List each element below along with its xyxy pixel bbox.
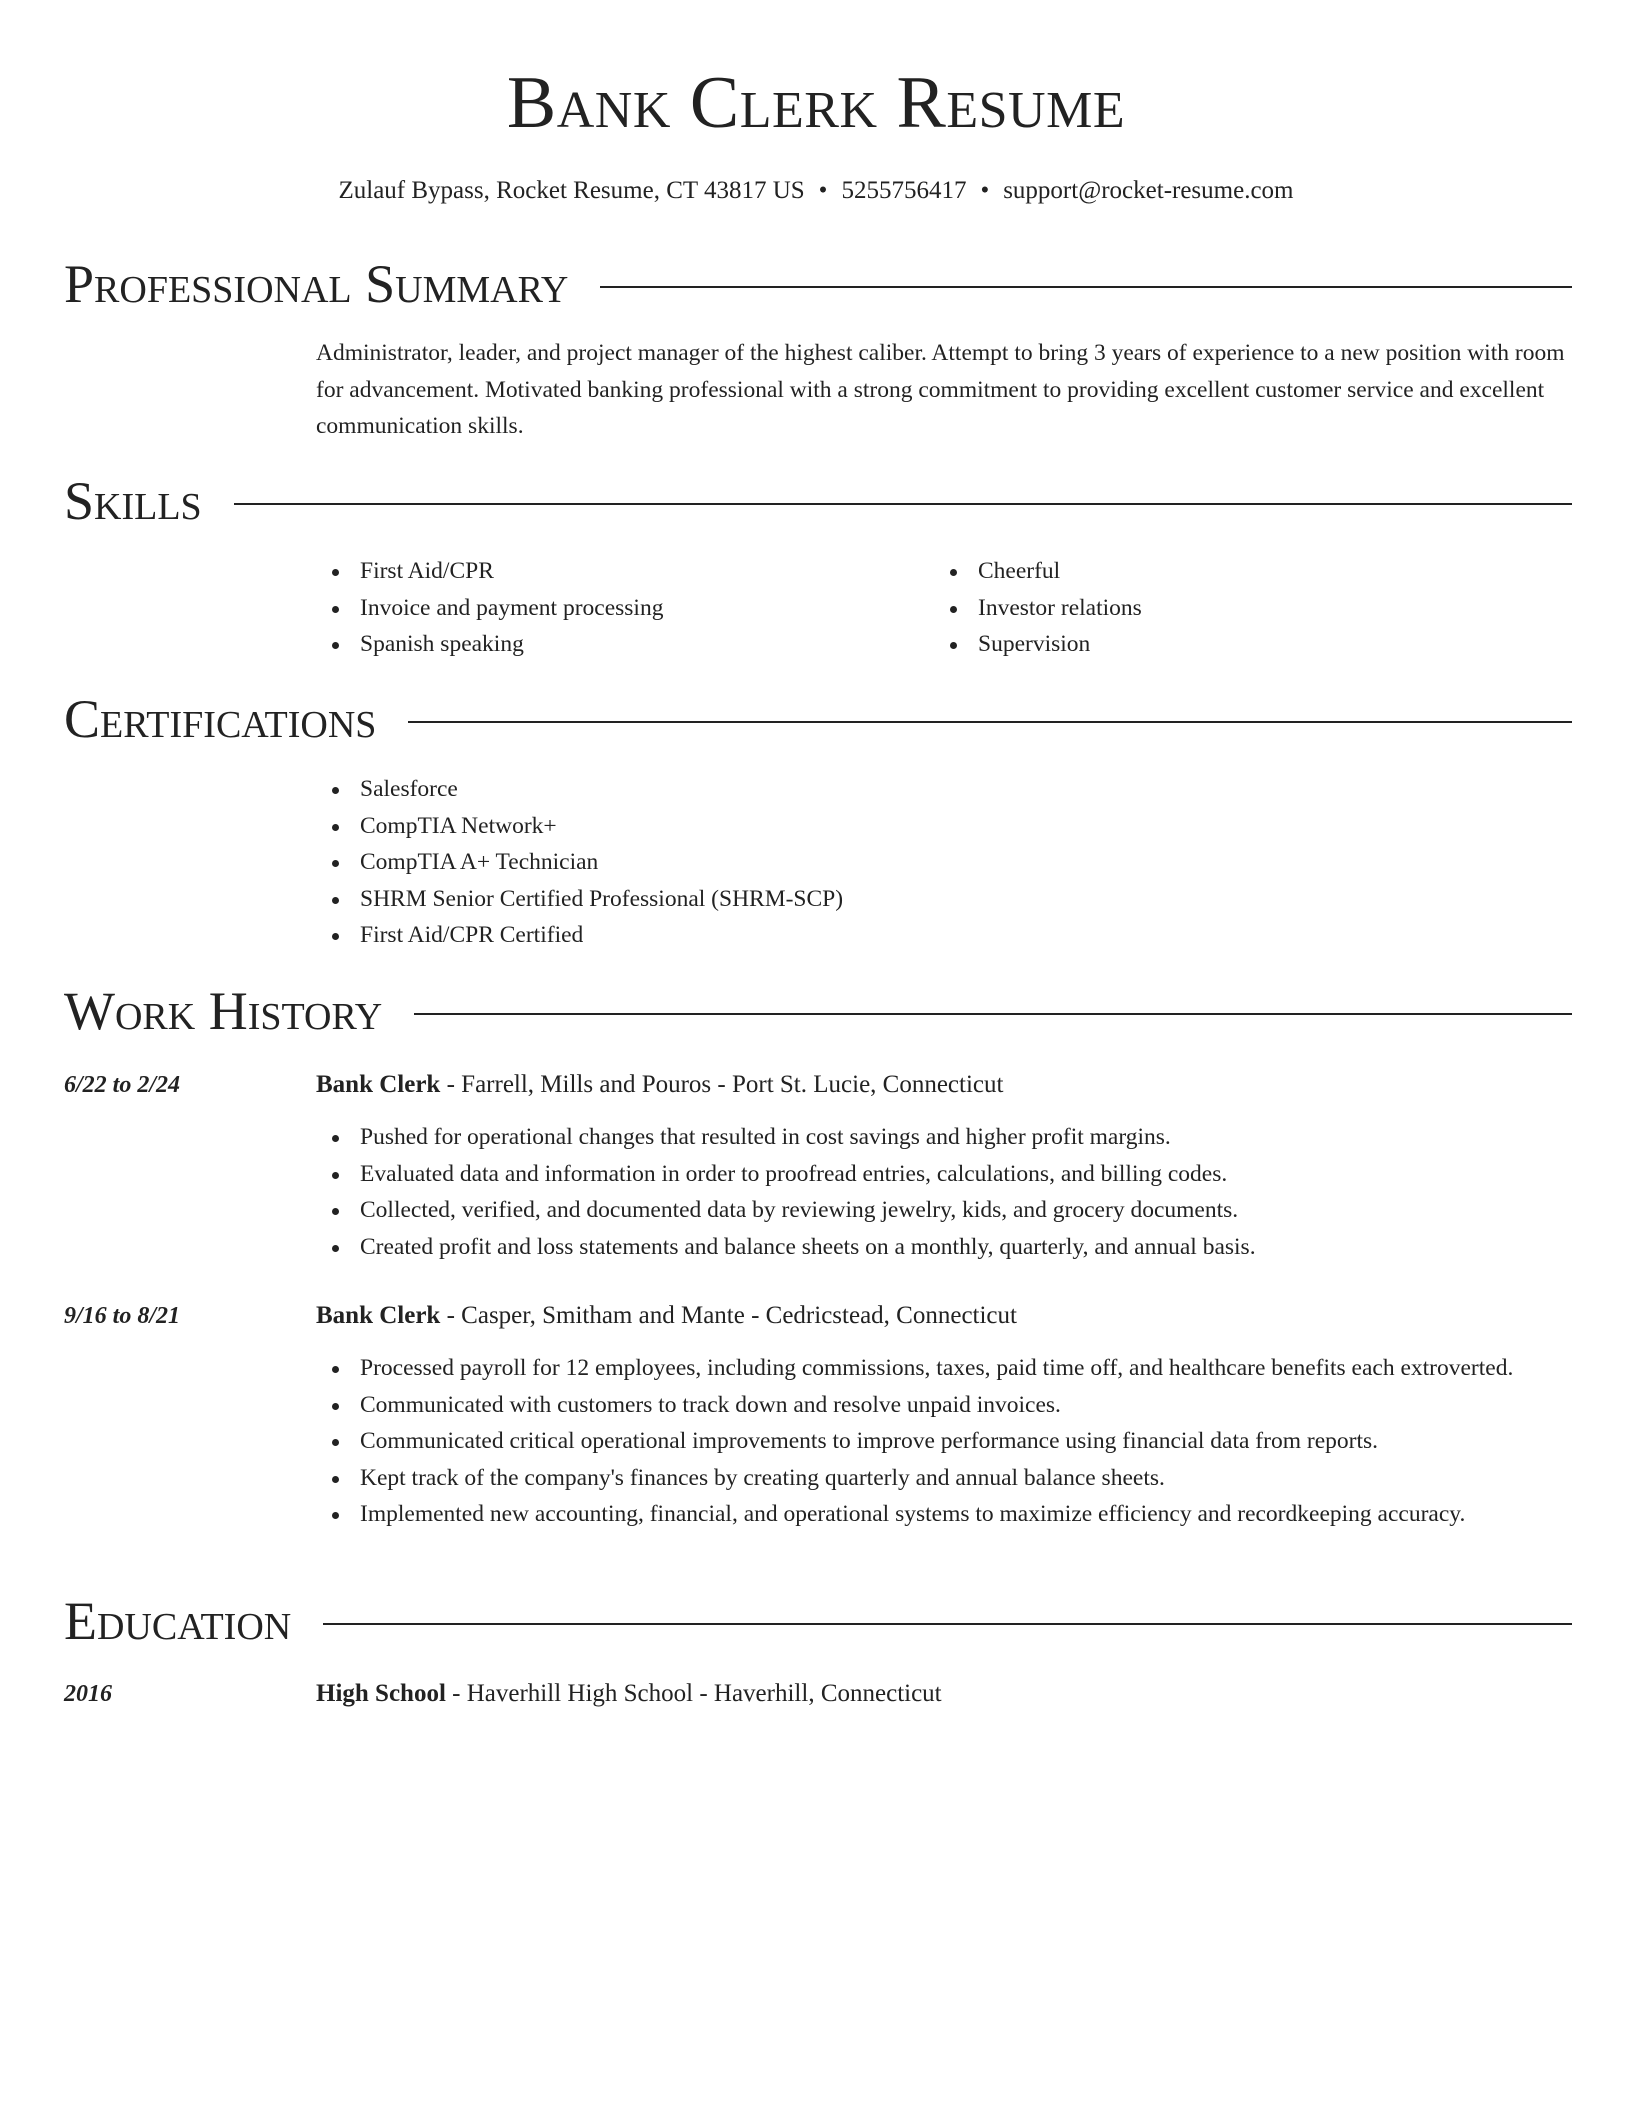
education-school: - Haverhill High School - Haverhill, Connecticut — [445, 1680, 942, 1707]
skills-list — [316, 553, 1572, 663]
education-year: 2016 — [64, 1681, 112, 1707]
job-dates: 9/16 to 8/21 — [64, 1303, 181, 1329]
job-bullet: Communicated critical operational improvements to improve performance using financial data from reports. — [316, 1423, 1572, 1460]
certification-item: Salesforce — [316, 771, 1572, 808]
contact-line — [0, 174, 1632, 208]
job-bullet: Collected, verified, and documented data by reviewing jewelry, kids, and grocery documents. — [316, 1192, 1572, 1229]
contact-separator: • — [980, 177, 990, 204]
education-section-header — [64, 1590, 1572, 1652]
job-bullet: Implemented new accounting, financial, and operational systems to maximize efficiency and recordkeeping accuracy. — [316, 1496, 1572, 1533]
skill-item: First Aid/CPR — [316, 553, 934, 590]
job-employer: - Farrell, Mills and Pouros - Port St. Lucie, Connecticut — [440, 1071, 1004, 1098]
education-line — [316, 1676, 1572, 1712]
certification-item: CompTIA Network+ — [316, 808, 1572, 845]
job-bullets — [316, 1119, 1572, 1265]
job-title: Bank Clerk — [316, 1302, 441, 1329]
skill-item: Cheerful — [934, 553, 1552, 590]
job-employer: - Casper, Smitham and Mante - Cedricstead, Connecticut — [440, 1302, 1017, 1329]
summary-section-header — [64, 253, 1572, 315]
job-bullet: Pushed for operational changes that resulted in cost savings and higher profit margins. — [316, 1119, 1572, 1156]
education-degree: High School — [316, 1680, 446, 1707]
job-bullet: Created profit and loss statements and balance sheets on a monthly, quarterly, and annual basis. — [316, 1229, 1572, 1266]
certifications-heading: Certifications — [64, 689, 377, 749]
section-divider — [600, 286, 1572, 288]
certification-item: SHRM Senior Certified Professional (SHRM-SCP) — [316, 881, 1572, 918]
skills-column-left — [316, 553, 934, 663]
summary-heading: Professional Summary — [64, 254, 569, 314]
skill-item: Investor relations — [934, 590, 1552, 627]
section-divider — [408, 721, 1572, 723]
certification-item: First Aid/CPR Certified — [316, 917, 1572, 954]
job-bullet: Processed payroll for 12 employees, including commissions, taxes, paid time off, and healthcare benefits each extroverted. — [316, 1350, 1572, 1387]
work-history-section-header — [64, 980, 1572, 1042]
certifications-list — [316, 771, 1572, 954]
skill-item: Supervision — [934, 626, 1552, 663]
section-divider — [414, 1013, 1572, 1015]
contact-address: Zulauf Bypass, Rocket Resume, CT 43817 US — [338, 177, 805, 204]
contact-email[interactable]: support@rocket-resume.com — [1003, 177, 1294, 204]
job-bullet: Evaluated data and information in order to proofread entries, calculations, and billing codes. — [316, 1156, 1572, 1193]
job-dates: 6/22 to 2/24 — [64, 1072, 181, 1098]
section-divider — [323, 1623, 1572, 1625]
job-bullets — [316, 1350, 1572, 1533]
skill-item: Spanish speaking — [316, 626, 934, 663]
certification-item: CompTIA A+ Technician — [316, 844, 1572, 881]
resume-title: Bank Clerk Resume — [506, 62, 1126, 144]
skills-section-header — [64, 470, 1572, 532]
certifications-section-header — [64, 688, 1572, 750]
job-title-line — [316, 1298, 1572, 1334]
job-bullet: Kept track of the company's finances by creating quarterly and annual balance sheets. — [316, 1460, 1572, 1497]
skills-heading: Skills — [64, 471, 202, 531]
education-heading: Education — [64, 1591, 292, 1651]
summary-body — [316, 335, 1572, 445]
job-title: Bank Clerk — [316, 1071, 441, 1098]
summary-text: Administrator, leader, and project manager of the highest caliber. Attempt to bring 3 years of experience to a new position with room for advancement. Motivated banking professional with a strong commitment to providing excellent customer service and excellent communication skills. — [316, 340, 1565, 439]
skills-column-right — [934, 553, 1552, 663]
skill-item: Invoice and payment processing — [316, 590, 934, 627]
contact-phone: 5255756417 — [841, 177, 967, 204]
job-bullet: Communicated with customers to track down and resolve unpaid invoices. — [316, 1387, 1572, 1424]
work-history-heading: Work History — [64, 981, 383, 1041]
job-title-line — [316, 1067, 1572, 1103]
section-divider — [234, 503, 1572, 505]
contact-separator: • — [818, 177, 828, 204]
